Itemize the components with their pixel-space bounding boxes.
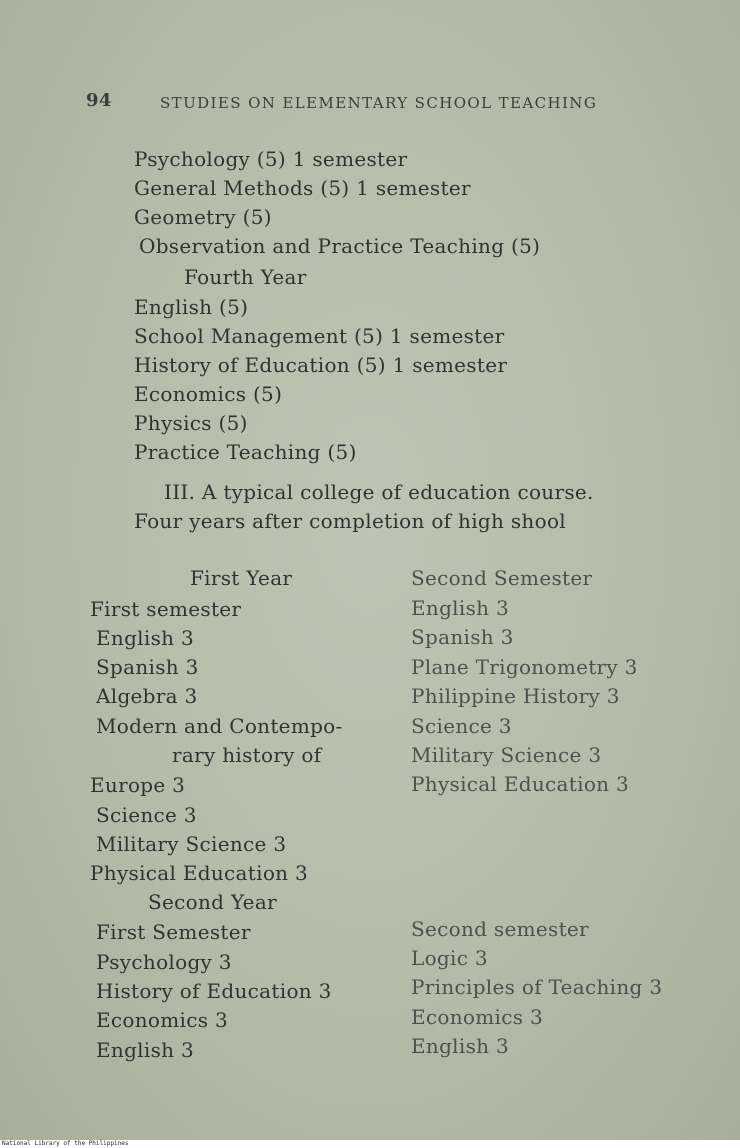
course-line: English (5) <box>134 295 249 319</box>
course-line: Geometry (5) <box>134 205 272 229</box>
running-head: STUDIES ON ELEMENTARY SCHOOL TEACHING <box>160 94 598 112</box>
course-line: Psychology (5) 1 semester <box>134 147 408 171</box>
course-line: General Methods (5) 1 semester <box>134 176 471 200</box>
course-line: Economics 3 <box>96 1008 228 1032</box>
course-line: Practice Teaching (5) <box>134 440 357 464</box>
course-line: Spanish 3 <box>96 655 199 679</box>
course-line: Logic 3 <box>411 946 488 970</box>
course-line: English 3 <box>96 1038 195 1062</box>
course-line: School Management (5) 1 semester <box>134 324 505 348</box>
course-line: Physical Education 3 <box>90 861 309 885</box>
course-line: Physics (5) <box>134 411 248 435</box>
second-year-heading: Second Year <box>148 890 277 914</box>
course-line: Military Science 3 <box>96 832 287 856</box>
course-line: English 3 <box>411 596 510 620</box>
course-line: History of Education (5) 1 semester <box>134 353 508 377</box>
section-heading: III. A typical college of education course. <box>164 480 594 504</box>
first-year-heading: First Year <box>190 566 293 590</box>
course-line: Psychology 3 <box>96 950 232 974</box>
course-line: Europe 3 <box>90 773 186 797</box>
library-credit: National Library of the Philippines <box>0 1140 740 1148</box>
course-line: Military Science 3 <box>411 743 602 767</box>
semester-label: Second semester <box>411 917 589 941</box>
semester-label: First semester <box>90 597 242 621</box>
course-line: Economics 3 <box>411 1005 543 1029</box>
course-line: Spanish 3 <box>411 625 514 649</box>
course-line: Philippine History 3 <box>411 684 620 708</box>
course-line: Economics (5) <box>134 382 283 406</box>
course-line: Science 3 <box>411 714 512 738</box>
course-line: Modern and Contempo- <box>96 714 343 738</box>
course-line: rary history of <box>172 743 322 767</box>
course-line: History of Education 3 <box>96 979 332 1003</box>
semester-label: First Semester <box>96 920 251 944</box>
fourth-year-heading: Fourth Year <box>184 265 307 289</box>
semester-label: Second Semester <box>411 566 593 590</box>
course-line: English 3 <box>96 626 195 650</box>
course-line: Observation and Practice Teaching (5) <box>139 234 541 258</box>
course-line: English 3 <box>411 1034 510 1058</box>
section-subheading: Four years after completion of high shool <box>134 509 566 533</box>
course-line: Principles of Teaching 3 <box>411 975 663 999</box>
course-line: Science 3 <box>96 803 197 827</box>
course-line: Plane Trigonometry 3 <box>411 655 638 679</box>
course-line: Physical Education 3 <box>411 772 630 796</box>
page-number: 94 <box>86 90 112 111</box>
course-line: Algebra 3 <box>96 684 198 708</box>
